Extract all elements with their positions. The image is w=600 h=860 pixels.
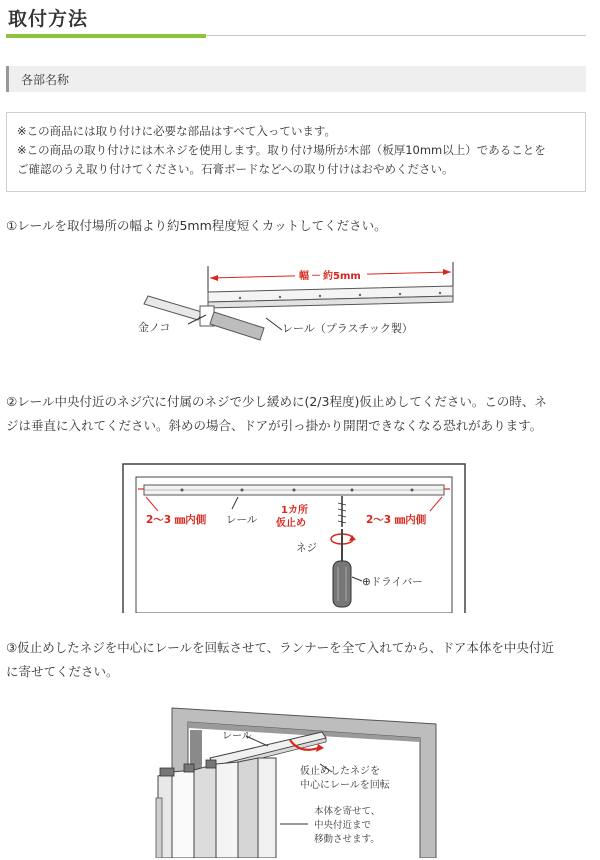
approx-5mm-label: 約5mm <box>323 271 361 282</box>
notice-box <box>6 112 586 192</box>
temp-fix-label-2: 仮止め <box>276 518 306 529</box>
width-label: 幅 <box>299 271 309 282</box>
step-2-text <box>6 390 591 438</box>
rotate-label-2: 中心にレールを回転 <box>300 780 390 791</box>
minus-label: － <box>311 271 321 282</box>
step-2-line-2: ジは垂直に入れてください。斜めの場合、ドアが引っ掛かり開閉できなくなる恐れがあります。 <box>6 418 543 433</box>
left-inner-label: 2～3 ㎜内側 <box>146 514 207 526</box>
page-title: 取付方法 <box>8 8 89 30</box>
temp-fix-label-1: 1カ所 <box>281 505 308 516</box>
right-inner-label: 2～3 ㎜内側 <box>366 514 427 526</box>
title-accent-bar <box>6 34 206 38</box>
move-label-3: 移動させます。 <box>314 834 380 845</box>
notice-line-2: ※この商品の取り付けには木ネジを使用します。取り付け場所が木部（板厚10mm以上）であることを <box>17 143 546 157</box>
step-3-line-1: ③仮止めしたネジを中心にレールを回転させて、ランナーを全て入れてから、ドア本体を中央付近 <box>6 640 554 655</box>
step-2-line-1: ②レール中央付近のネジ穴に付属のネジで少し緩めに(2/3程度)仮止めしてください。この時、ネ <box>6 394 547 409</box>
notice-line-3: ご確認のうえ取り付けてください。石膏ボードなどへの取り付けはおやめください。 <box>17 162 454 176</box>
rail-plastic-label: レール（プラスチック製） <box>282 322 413 335</box>
step-1-figure <box>130 258 470 348</box>
section-title: 各部名称 <box>21 73 70 87</box>
saw-label: 金ノコ <box>138 321 171 334</box>
move-label-1: 本体を寄せて、 <box>314 806 381 817</box>
section-header <box>6 66 586 92</box>
step-3-line-2: に寄せてください。 <box>6 664 119 679</box>
move-label-2: 中央付近まで <box>314 820 372 831</box>
step-1-text: ①レールを取付場所の幅より約5mm程度短くカットしてください。 <box>6 218 387 233</box>
rail-label: レール <box>226 514 258 526</box>
rotate-label-1: 仮止めしたネジを <box>300 766 380 777</box>
step-3-text <box>6 636 591 684</box>
notice-line-1: ※この商品には取り付けに必要な部品はすべて入っています。 <box>17 124 336 138</box>
rail-label-3: レール <box>222 731 252 742</box>
step-3-figure <box>150 706 440 858</box>
screw-label: ネジ <box>296 542 317 554</box>
driver-label: ⊕ドライバー <box>362 576 423 588</box>
step-2-figure <box>122 463 466 613</box>
